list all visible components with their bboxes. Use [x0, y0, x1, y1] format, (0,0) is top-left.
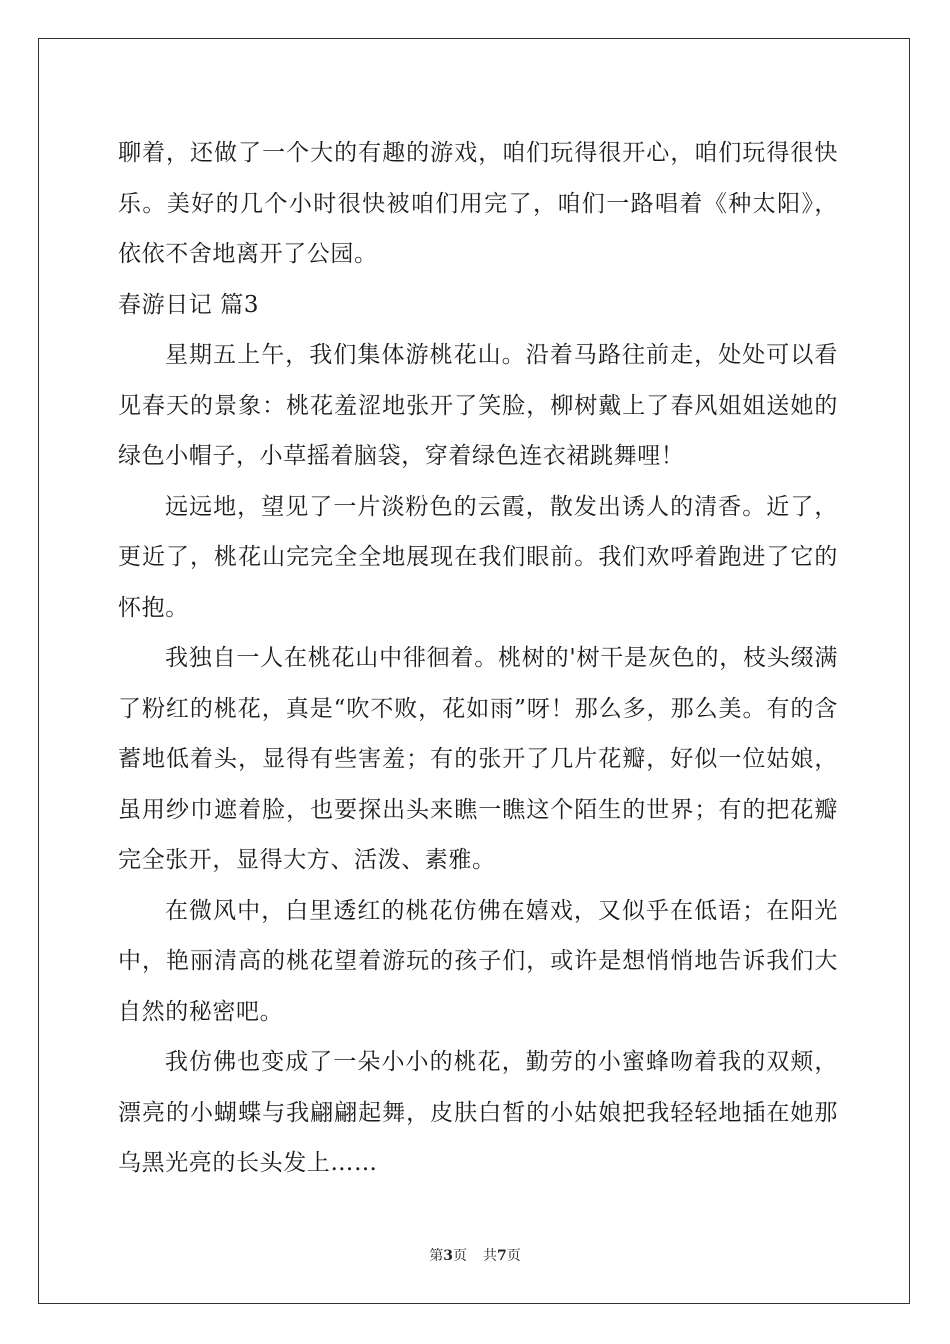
page-number: 3	[443, 1248, 453, 1264]
total-pages: 7	[497, 1248, 507, 1264]
document-body	[118, 128, 838, 1189]
paragraph: 远远地，望见了一片淡粉色的云霞，散发出诱人的清香。近了，更近了，桃花山完完全全地展现在我们眼前。我们欢呼着跑进了它的怀抱。	[118, 493, 838, 621]
paragraph: 我仿佛也变成了一朵小小的桃花，勤劳的小蜜蜂吻着我的双颊，漂亮的小蝴蝶与我翩翩起舞，皮肤白皙的小姑娘把我轻轻地插在她那乌黑光亮的长头发上……	[118, 1049, 838, 1176]
paragraph: 星期五上午，我们集体游桃花山。沿着马路往前走，处处可以看见春天的景象：桃花羞涩地张开了笑脸，柳树戴上了春风姐姐送她的绿色小帽子，小草摇着脑袋，穿着绿色连衣裙跳舞哩！	[118, 342, 838, 469]
total-suffix: 页	[506, 1248, 521, 1264]
page-suffix: 页	[453, 1248, 467, 1264]
paragraph: 在微风中，白里透红的桃花仿佛在嬉戏，又似乎在低语；在阳光中，艳丽清高的桃花望着游玩的孩子们，或许是想悄悄地告诉我们大自然的秘密吧。	[118, 897, 838, 1025]
page-prefix: 第	[429, 1248, 444, 1264]
paragraph: 聊着，还做了一个大的有趣的游戏，咱们玩得很开心，咱们玩得很快乐。美好的几个小时很快被咱们用完了，咱们一路唱着《种太阳》，依依不舍地离开了公园。	[118, 140, 838, 267]
paragraph: 我独自一人在桃花山中徘徊着。桃树的'树干是灰色的，枝头缀满了粉红的桃花，真是“吹不败，花如雨”呀！那么多，那么美。有的含蓄地低着头，显得有些害羞；有的张开了几片花瓣，好似一位姑娘，虽用纱巾遮着脸，也要探出头来瞧一瞧这个陌生的世界；有的把花瓣完全张开，显得大方、活泼、素雅。	[118, 645, 838, 873]
page-footer	[0, 1246, 950, 1266]
total-prefix: 共	[483, 1248, 497, 1264]
section-heading: 春游日记 篇3	[118, 291, 260, 318]
